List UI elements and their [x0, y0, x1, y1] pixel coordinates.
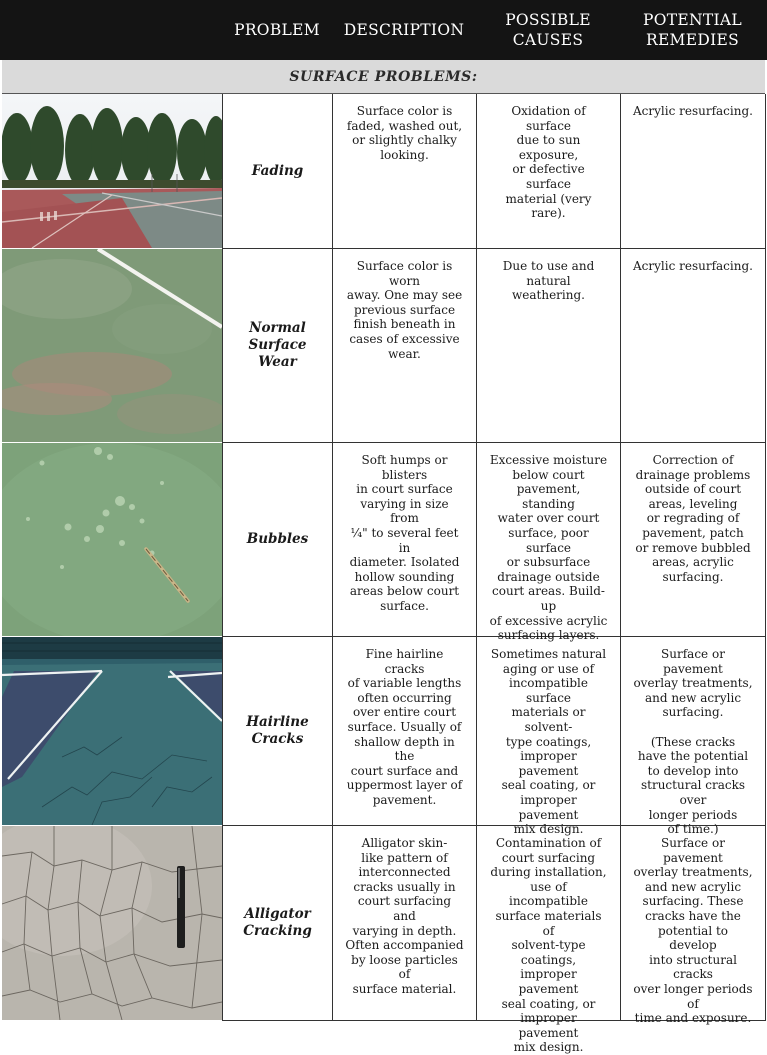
problem-name: [222, 94, 332, 249]
section-title: SURFACE PROBLEMS:: [2, 60, 765, 94]
table-row: [0, 826, 767, 1055]
causes-cell: Sometimes natural aging or use of incompatible surface materials or solvent- type coatings, improper pavement seal coating, or improper pavement mix design.: [476, 637, 620, 826]
header-potential-remedies: POTENTIAL REMEDIES: [643, 11, 742, 49]
table-right-border: [765, 94, 766, 1021]
header-possible-causes: POSSIBLE CAUSES: [505, 11, 591, 49]
bubbles-photo: [2, 443, 222, 636]
problem-name-text: Fading: [251, 162, 304, 179]
problem-name-text: Normal Surface Wear: [248, 320, 307, 370]
description-cell: Soft humps or blisters in court surface varying in size from ¼" to several feet in diameter. Isolated hollow sounding areas below court surface.: [332, 443, 476, 637]
header-description: DESCRIPTION: [343, 21, 465, 39]
table-header: [0, 0, 767, 60]
worn-court-photo: [2, 249, 222, 442]
causes-cell: Due to use and natural weathering.: [476, 249, 620, 443]
description-cell: Fine hairline cracks of variable lengths often occurring over entire court surface. Usually of shallow depth in the court surface and uppermost layer of pavement.: [332, 637, 476, 826]
description-cell: Surface color is worn away. One may see previous surface finish beneath in cases of excessive wear.: [332, 249, 476, 443]
table-row: [0, 443, 767, 643]
remedies-cell: Acrylic resurfacing.: [620, 249, 765, 443]
problem-name: [222, 637, 332, 826]
table-row: [0, 94, 767, 249]
table-row: [0, 249, 767, 443]
remedies-cell: Surface or pavement overlay treatments, and new acrylic surfacing. These cracks have the potential to develop into structural cracks over longer periods of time and exposure.: [620, 826, 765, 1021]
causes-cell: Excessive moisture below court pavement, standing water over court surface, poor surface or subsurface drainage outside court areas. Build-up of excessive acrylic surfacing layers.: [476, 443, 620, 637]
description-cell: Surface color is faded, washed out, or slightly chalky looking.: [332, 94, 476, 249]
remedies-cell: Acrylic resurfacing.: [620, 94, 765, 249]
alligator-cracking-photo: [2, 826, 222, 1020]
problem-name: [222, 249, 332, 443]
problem-name-text: Bubbles: [246, 531, 309, 547]
table-row: [0, 637, 767, 837]
problem-name-text: Alligator Cracking: [243, 906, 312, 939]
problem-name: [222, 443, 332, 637]
hairline-cracks-photo: [2, 637, 222, 825]
problem-name: [222, 826, 332, 1021]
header-problem: PROBLEM: [234, 21, 320, 39]
causes-cell: Oxidation of surface due to sun exposure, or defective surface material (very rare).: [476, 94, 620, 249]
remedies-cell: Correction of drainage problems outside of court areas, leveling or regrading of pavement, patch or remove bubbled areas, acrylic surfacing.: [620, 443, 765, 637]
causes-cell: Contamination of court surfacing during installation, use of incompatible surface materials of solvent-type coatings, improper pavement seal coating, or improper pavement mix design.: [476, 826, 620, 1021]
remedies-cell: Surface or pavement overlay treatments, and new acrylic surfacing. (These cracks have the potential to develop into structural cracks over longer periods of time.): [620, 637, 765, 826]
problems-table: [0, 94, 767, 1055]
faded-court-photo: [2, 94, 222, 248]
problem-name-text: Hairline Cracks: [246, 714, 309, 747]
description-cell: Alligator skin- like pattern of interconnected cracks usually in court surfacing and varying in depth. Often accompanied by loose particles of surface material.: [332, 826, 476, 1021]
